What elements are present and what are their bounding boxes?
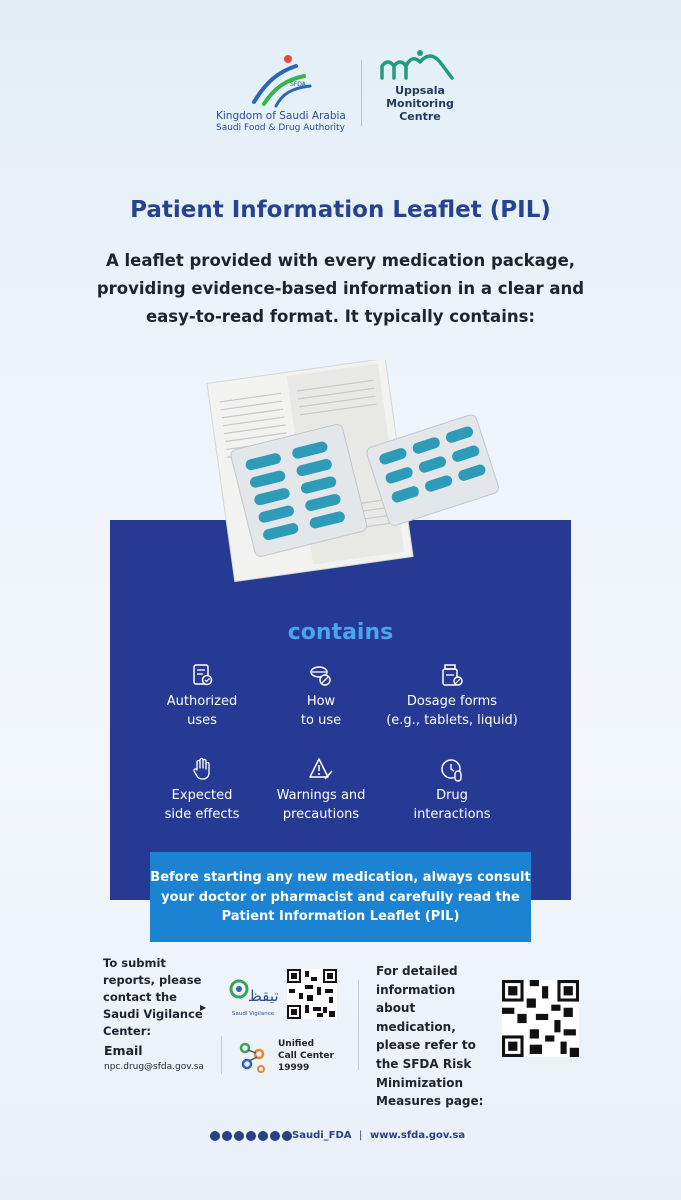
hand-icon <box>189 756 215 782</box>
sfda-authority-text: Saudi Food & Drug Authority <box>216 123 345 133</box>
umc-logo <box>374 48 464 138</box>
sfda-badge: SFDA <box>290 81 306 88</box>
umc-wave-icon <box>374 48 464 84</box>
footer-divider-small <box>221 1036 222 1074</box>
item-label-line2: interactions <box>413 807 491 822</box>
item-label-line1: Authorized <box>166 694 238 709</box>
item-label-line2: uses <box>187 713 217 728</box>
item-label-line2: to use <box>300 713 342 728</box>
snapchat-icon[interactable] <box>222 1131 232 1141</box>
website-link[interactable]: www.sfda.gov.sa <box>370 1130 466 1141</box>
umc-name: Uppsala Monitoring Centre <box>386 84 454 123</box>
item-label-line2: side effects <box>164 807 240 822</box>
x-icon[interactable] <box>210 1131 220 1141</box>
email-label: Email <box>104 1043 143 1058</box>
sfda-kingdom-text: Kingdom of Saudi Arabia <box>216 110 346 122</box>
sfda-emblem-icon <box>216 52 356 110</box>
bottle-icon <box>439 662 465 688</box>
item-dosage-forms <box>377 662 527 730</box>
item-label-line1: How <box>306 694 336 709</box>
social-footer <box>210 1130 500 1144</box>
pills-icon <box>308 662 334 688</box>
arrow-right-icon: ▶ <box>200 1003 207 1012</box>
advice-banner-text: Before starting any new medication, always consult your doctor or pharmacist and carefully read the Patient Information Leaflet (PIL) <box>150 870 531 924</box>
social-handle[interactable]: Saudi_FDA <box>292 1130 352 1141</box>
social-icons <box>210 1131 292 1143</box>
item-label-line2: precautions <box>282 807 360 822</box>
warning-icon <box>308 756 334 782</box>
facebook-icon[interactable] <box>258 1131 268 1141</box>
item-label-line1: Dosage forms <box>406 694 498 709</box>
item-label-line1: Drug <box>436 788 468 803</box>
document-check-icon <box>189 662 215 688</box>
tayaqqadh-logo <box>228 975 280 1023</box>
footer-separator: | <box>359 1130 363 1141</box>
instagram-icon[interactable] <box>270 1131 280 1141</box>
tayaqqadh-arabic: تيقظ <box>248 987 279 1005</box>
item-label-line1: Warnings and <box>276 788 366 803</box>
item-label-line1: Expected <box>171 788 233 803</box>
logo-divider <box>361 60 362 126</box>
footer-divider <box>358 980 359 1070</box>
item-warnings <box>246 756 396 824</box>
clock-pill-icon <box>439 756 465 782</box>
sfda-logo <box>216 52 356 137</box>
email-link[interactable]: npc.drug@sfda.gov.sa <box>104 1062 204 1072</box>
youtube-icon[interactable] <box>234 1131 244 1141</box>
page-title: Patient Information Leaflet (PIL) <box>130 197 551 223</box>
qr-code-rmm-icon[interactable] <box>502 980 579 1057</box>
tayaqqadh-emblem-icon <box>228 975 280 1015</box>
intro-text: A leaflet provided with every medication package, providing evidence-based information in a clear and easy-to-read format. It typically contains: <box>96 251 585 326</box>
item-how-to-use <box>246 662 396 730</box>
linkedin-icon[interactable] <box>246 1131 256 1141</box>
submit-reports-text: To submit reports, please contact the Saudi Vigilance Center: <box>103 956 203 1038</box>
call-center-text: Unified Call Center 19999 <box>278 1038 348 1074</box>
qr-code-vigilance-icon[interactable] <box>287 969 337 1019</box>
tayaqqadh-label: Saudi Vigilance <box>232 1011 275 1017</box>
leaflet-blister-illustration <box>180 360 510 590</box>
detail-info-text: For detailed information about medication, please refer to the SFDA Risk Minimization Measures page: <box>376 964 484 1109</box>
call-center-number[interactable]: 19999 <box>278 1063 310 1073</box>
item-label-line2: (e.g., tablets, liquid) <box>386 713 518 728</box>
call-center-icon <box>236 1040 270 1074</box>
contains-heading: contains <box>287 620 394 645</box>
item-drug-interactions <box>377 756 527 824</box>
tiktok-icon[interactable] <box>282 1131 292 1141</box>
